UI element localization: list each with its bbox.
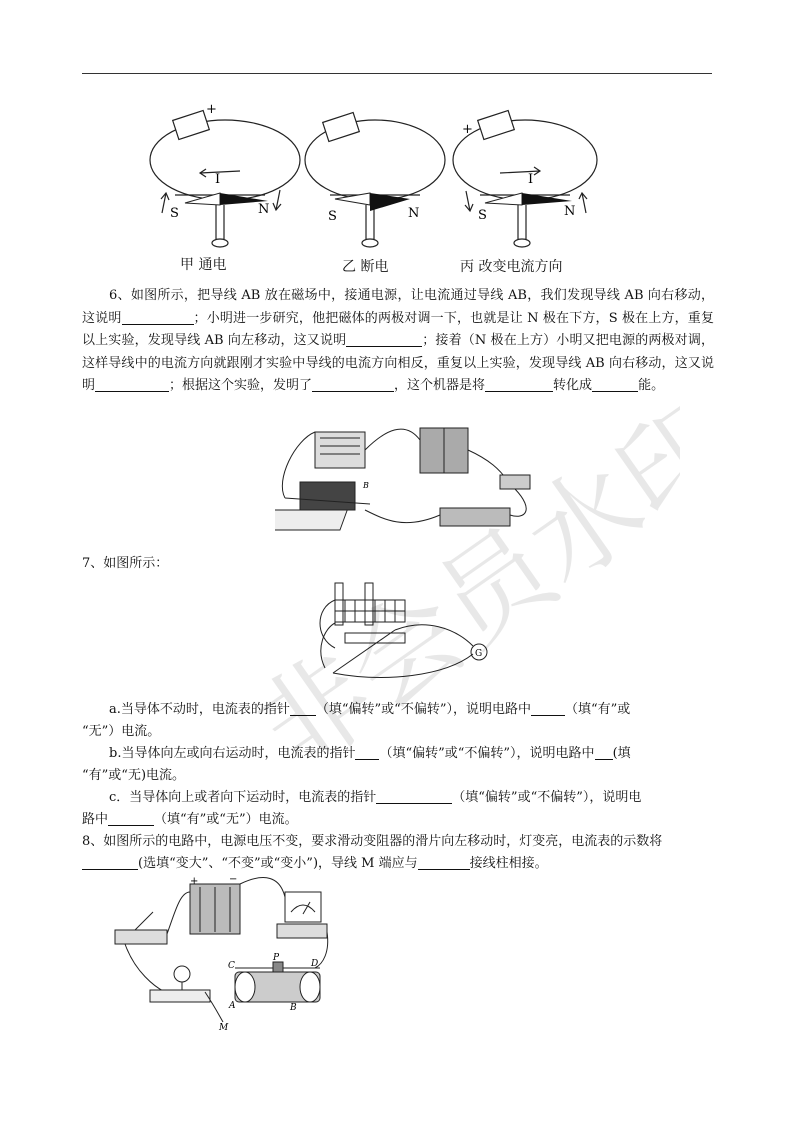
wire-b-label: B — [363, 481, 369, 490]
answer-blank[interactable] — [595, 744, 613, 760]
south-label: S — [170, 206, 179, 221]
q7-text: b.当导体向左或向右运动时，电流表的指针 — [109, 746, 356, 761]
q7-text: a.当导体不动时，电流表的指针 — [109, 702, 290, 717]
q8-text: (选填“变大”、“不变”或“变小”)，导线 M 端应与 — [138, 856, 418, 871]
q7-text: c．当导体向上或者向下运动时，电流表的指针 — [109, 790, 377, 805]
terminal-c-label: C — [228, 961, 235, 971]
current-label: I — [528, 172, 534, 187]
q7-text: （填“有”或“无”）电流。 — [154, 812, 298, 827]
q7-part-b — [109, 743, 631, 766]
south-label: S — [328, 209, 337, 224]
north-label: N — [564, 204, 576, 219]
q6-text: ；根据这个实验，发明了 — [169, 378, 313, 393]
motor-figure — [275, 420, 550, 540]
answer-blank[interactable] — [290, 700, 316, 716]
north-label: N — [258, 202, 270, 217]
current-label: I — [215, 172, 221, 187]
answer-blank[interactable] — [592, 376, 638, 392]
battery-plus-label: + — [190, 876, 199, 887]
answer-blank[interactable] — [346, 331, 422, 347]
watermark-text: 非会员水印 — [233, 376, 680, 750]
plus-label: + — [462, 122, 473, 137]
q7-title: 7、如图所示： — [82, 556, 169, 571]
wire-m-label: M — [219, 1023, 229, 1032]
q8-text: 接线柱相接。 — [469, 856, 548, 871]
answer-blank[interactable] — [355, 744, 379, 760]
answer-blank[interactable] — [531, 700, 565, 716]
q7-text: （填“偏转”或“不偏转”），说明电 — [452, 790, 642, 805]
plus-label: + — [206, 102, 217, 117]
terminal-b-label: B — [290, 1003, 297, 1013]
answer-blank[interactable] — [485, 376, 553, 392]
q6-text: 能。 — [638, 378, 665, 393]
q7-text: （填“偏转”或“不偏转”），说明电路中 — [315, 702, 531, 717]
q6-text: 转化成 — [553, 378, 593, 393]
galvanometer-label: G — [475, 649, 483, 659]
q7-text: （填“有”或 — [564, 702, 631, 717]
terminal-d-label: D — [311, 959, 319, 969]
question-6 — [82, 285, 714, 398]
q6-text: ，这个机器是将 — [394, 378, 486, 393]
q7-part-b-cont: “有”或“无)电流。 — [82, 768, 186, 783]
q6-text: ；小明进一步研究，他把磁体的两极对调一下，也就是让 N 极在下方，S 极在上方，重复以上实验，发现导线 AB 向左移动，这又说明 — [82, 310, 714, 348]
q8-line-1: 8、如图所示的电路中，电源电压不变，要求滑动变阻器的滑片向左移动时，灯变亮，电流表的示数将 — [82, 834, 663, 849]
q7-part-a — [109, 699, 630, 722]
circuit-figure — [105, 872, 340, 1032]
south-label: S — [478, 208, 487, 223]
q7-text: (填 — [612, 746, 631, 761]
answer-blank[interactable] — [376, 788, 452, 804]
caption-bing: 丙 改变电流方向 — [460, 259, 563, 275]
q6-text: 6、如图所示，把导线 AB 放在磁场中，接通电源，让电流通过导线 AB，我们发现导线 AB 向右移动，这说明 — [82, 288, 714, 326]
caption-jia: 甲 通电 — [180, 257, 227, 273]
slider-p-label: P — [273, 953, 280, 963]
q7-part-c — [109, 787, 641, 810]
answer-blank[interactable] — [122, 309, 194, 325]
generator-figure — [305, 578, 495, 690]
compass-figure — [140, 95, 610, 275]
q7-text: 路中 — [82, 812, 109, 827]
caption-yi: 乙 断电 — [342, 259, 389, 275]
north-label: N — [408, 206, 420, 221]
terminal-a-label: A — [229, 1001, 236, 1011]
answer-blank[interactable] — [418, 854, 470, 870]
q7-part-c-cont — [82, 809, 298, 832]
q7-text: （填“偏转”或“不偏转”），说明电路中 — [379, 746, 595, 761]
answer-blank[interactable] — [82, 854, 138, 870]
header-rule — [82, 73, 712, 74]
answer-blank[interactable] — [108, 810, 154, 826]
q7-part-a-cont: “无”）电流。 — [82, 724, 161, 739]
answer-blank[interactable] — [312, 376, 394, 392]
battery-minus-label: − — [229, 874, 238, 885]
q6-text: ；接着（N 极在上方）小明又把电源的两极对调，这样导线中的电流方向就跟刚才实验中导线的电流方向相反，重复以上实验，发现导线 AB 向右移动，这又说明 — [82, 333, 714, 393]
answer-blank[interactable] — [95, 376, 169, 392]
